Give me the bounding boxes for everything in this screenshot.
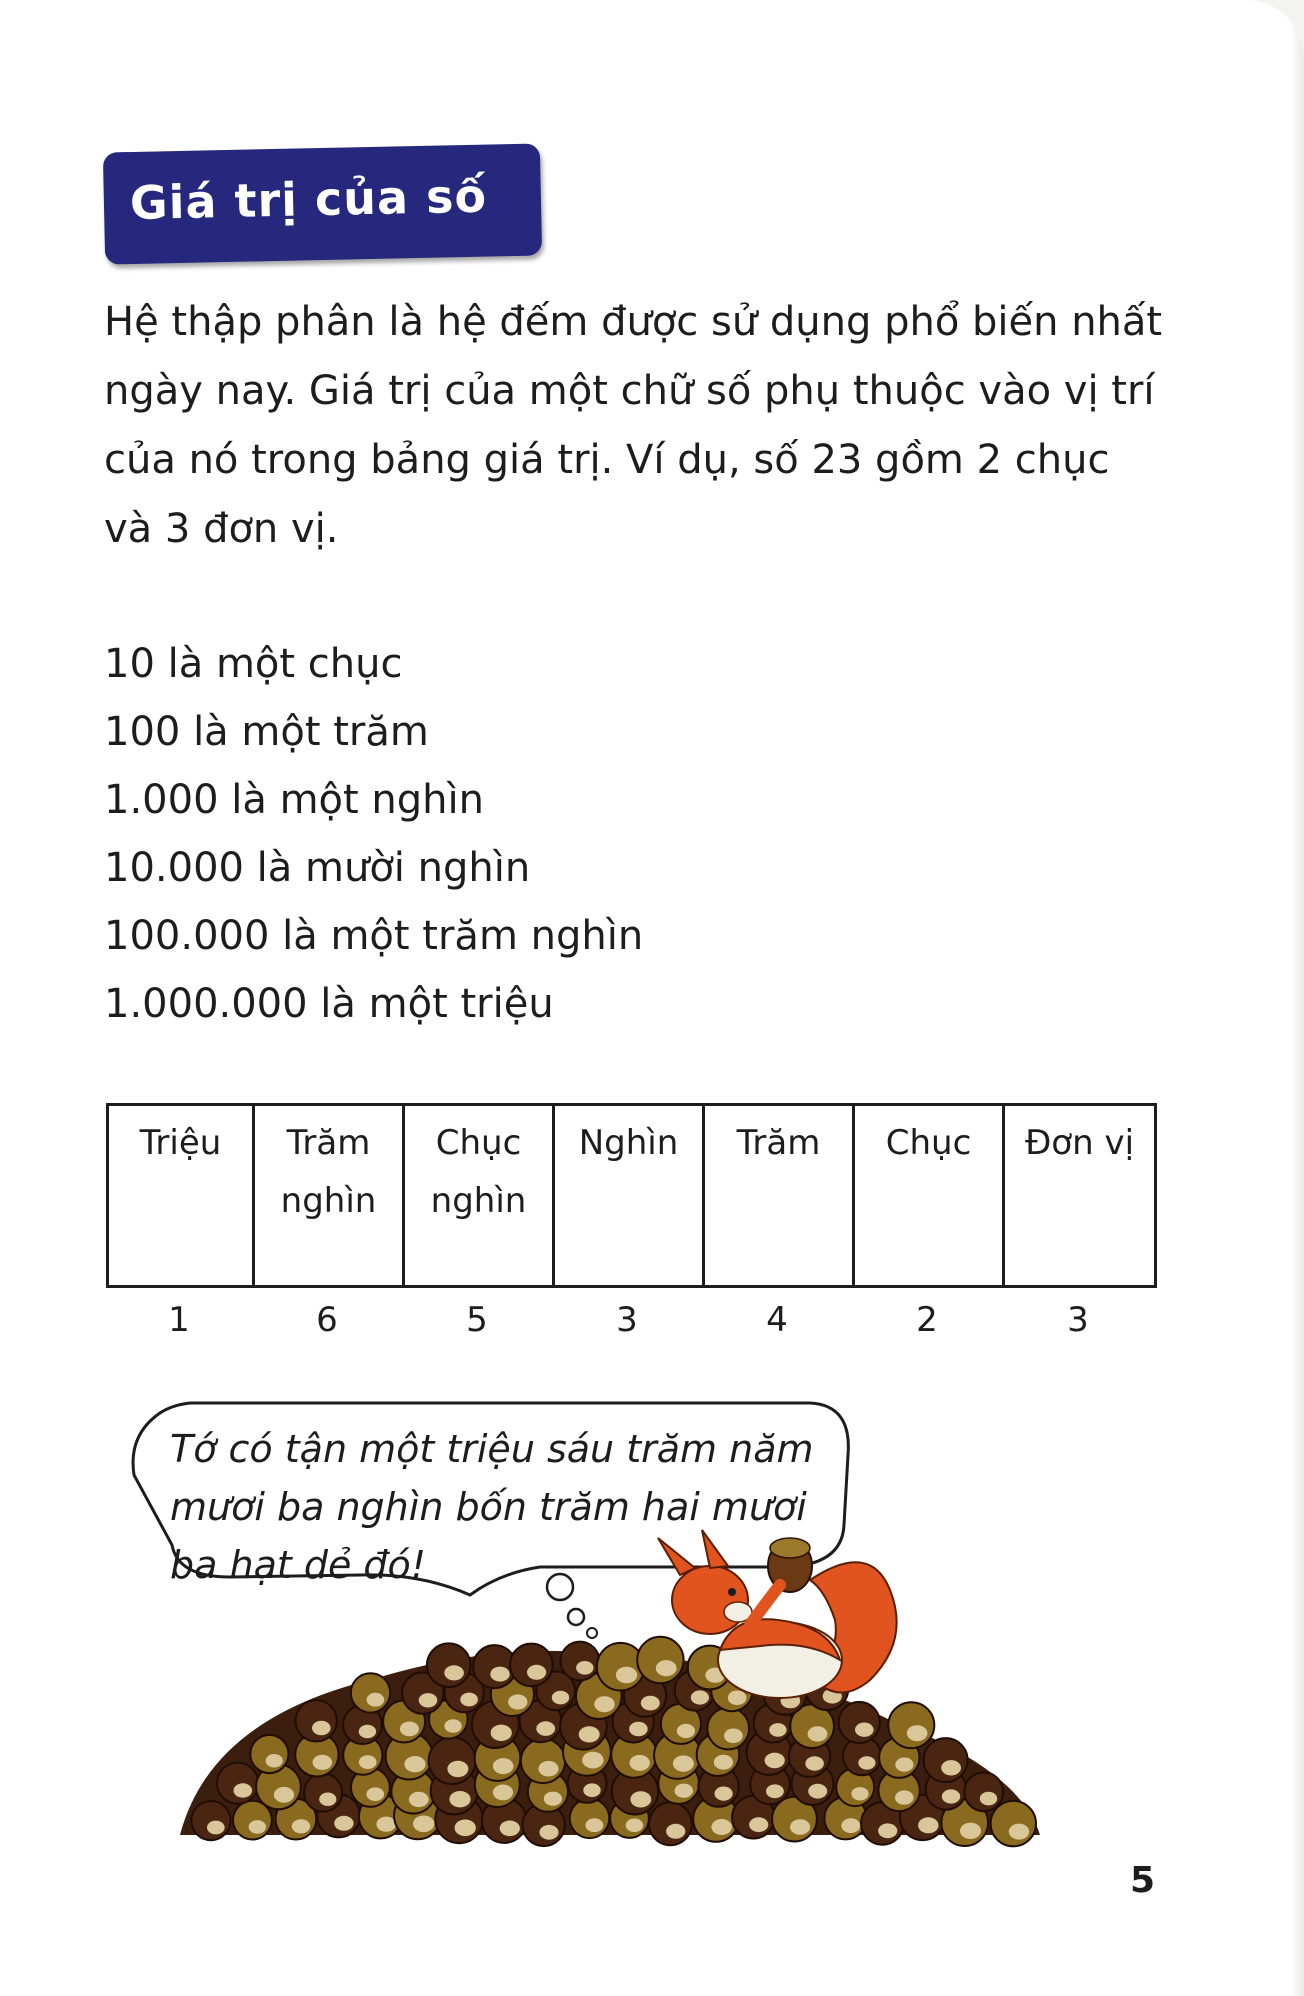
column-don-vi: Đơn vị: [1004, 1105, 1156, 1287]
hazelnut: [637, 1637, 683, 1683]
hazelnut: [250, 1735, 288, 1773]
hazelnut: [427, 1643, 471, 1687]
hazelnut-spot: [539, 1761, 559, 1777]
hazelnut-spot: [691, 1690, 709, 1704]
hazelnut: [351, 1673, 390, 1712]
digit: 5: [466, 1300, 488, 1340]
hazelnut-spot: [630, 1791, 651, 1807]
hazelnut-spot: [376, 1817, 396, 1832]
hazelnut-spot: [878, 1823, 897, 1838]
digit: 1: [168, 1300, 190, 1340]
intro-paragraph: Hệ thập phân là hệ đếm được sử dụng phổ biến nhất ngày nay. Giá trị của một chữ số phụ thuộc vào vị trí của nó trong bảng giá trị. Ví dụ, số 23 gồm 2 chục và 3 đơn vị.: [104, 299, 1163, 552]
hazelnut-spot: [500, 1821, 520, 1837]
hazelnut: [217, 1763, 258, 1804]
digit: 3: [1067, 1300, 1089, 1340]
hazelnut-spot: [249, 1820, 266, 1834]
hazelnut-spot: [444, 1719, 461, 1733]
hazelnut: [888, 1702, 934, 1748]
hazelnut-spot: [493, 1785, 513, 1801]
hazelnut-spot: [980, 1792, 997, 1806]
fact-line: 10.000 là mười nghìn: [104, 845, 531, 891]
hazelnut: [561, 1642, 600, 1681]
hazelnut-spot: [292, 1819, 310, 1833]
hazelnut-spot: [536, 1721, 555, 1736]
hazelnut: [429, 1737, 476, 1784]
hazelnut-spot: [491, 1725, 512, 1741]
hazelnut-spot: [313, 1755, 333, 1770]
hazelnut: [649, 1802, 692, 1845]
hazelnut-spot: [629, 1722, 648, 1737]
squirrel-ear: [702, 1530, 728, 1568]
fact-line: 1.000 là một nghìn: [104, 777, 484, 823]
page-number: 5: [1130, 1860, 1156, 1901]
hazelnut-spot: [666, 1824, 685, 1839]
hazelnut: [521, 1739, 565, 1783]
hazelnut-spot: [724, 1729, 743, 1744]
squirrel-on-nut-pile-illustration: [170, 1520, 1050, 1850]
hazelnut-spot: [444, 1665, 464, 1680]
hazelnut-spot: [367, 1787, 385, 1801]
hazelnut-spot: [544, 1792, 562, 1806]
squirrel-ear: [658, 1538, 695, 1575]
hazelnut-spot: [582, 1752, 603, 1769]
hazelnut: [191, 1801, 230, 1840]
column-tram-nghin: Trăm nghìn: [254, 1105, 404, 1287]
hazelnut-spot: [895, 1790, 914, 1804]
squirrel-head: [672, 1566, 748, 1634]
hazelnut-spot: [413, 1816, 434, 1833]
hazelnut-spot: [274, 1787, 294, 1803]
hazelnut-spot: [319, 1793, 336, 1806]
hazelnut-spot: [404, 1756, 425, 1772]
hazelnut-spot: [630, 1755, 650, 1771]
hazelnut-spot: [616, 1667, 637, 1684]
page-edge: [1290, 0, 1304, 1996]
hazelnut: [570, 1799, 610, 1839]
hazelnut-spot: [266, 1754, 283, 1767]
column-nghin: Nghìn: [554, 1105, 704, 1287]
hazelnut-spot: [234, 1783, 253, 1797]
digit: 3: [616, 1300, 638, 1340]
hazelnut-spot: [673, 1755, 694, 1771]
hazelnut-spot: [419, 1693, 438, 1707]
hazelnut-spot: [508, 1694, 527, 1709]
fact-line: 10 là một chục: [104, 641, 403, 687]
hazelnut-spot: [941, 1760, 961, 1775]
hazelnut: [991, 1801, 1036, 1846]
hazelnut-spot: [841, 1818, 860, 1833]
page-title: Giá trị của số: [129, 168, 488, 231]
column-trieu: Triệu: [108, 1105, 254, 1287]
held-hazelnut-cap: [770, 1538, 810, 1558]
hazelnut-spot: [728, 1691, 747, 1706]
hazelnut-spot: [490, 1667, 509, 1682]
hazelnut-spot: [808, 1726, 828, 1741]
hazelnut-spot: [594, 1696, 614, 1712]
fact-line: 100 là một trăm: [104, 709, 429, 755]
hazelnut-spot: [851, 1787, 868, 1800]
column-tram: Trăm: [704, 1105, 854, 1287]
digit: 4: [766, 1300, 788, 1340]
hazelnut-spot: [714, 1755, 733, 1770]
hazelnut-spot: [715, 1787, 733, 1801]
hazelnut-spot: [460, 1693, 478, 1707]
hazelnut-spot: [656, 1660, 677, 1676]
hazelnut-spot: [367, 1693, 385, 1707]
hazelnut: [924, 1738, 968, 1782]
fact-line: 1.000.000 là một triệu: [104, 981, 554, 1027]
hazelnut-spot: [918, 1817, 938, 1833]
hazelnut: [304, 1774, 342, 1812]
hazelnut-spot: [675, 1784, 693, 1798]
place-value-table: [106, 1103, 1157, 1288]
hazelnut-spot: [409, 1792, 429, 1807]
hazelnut-spot: [583, 1783, 600, 1797]
hazelnut-spot: [527, 1665, 546, 1680]
hazelnut: [964, 1772, 1003, 1811]
place-value-facts: [104, 630, 643, 1038]
hazelnut-spot: [960, 1823, 981, 1839]
hazelnut-spot: [359, 1725, 376, 1739]
hazelnut: [839, 1702, 880, 1743]
hazelnut-spot: [586, 1818, 604, 1832]
hazelnut: [707, 1708, 749, 1750]
hazelnut-spot: [907, 1725, 928, 1741]
squirrel-eye: [728, 1588, 736, 1596]
hazelnut-spot: [766, 1784, 784, 1798]
speech-text: Tớ có tận một triệu sáu trăm năm mươi ba nghìn bốn trăm hai mươi ba hạt dẻ đó!: [170, 1427, 814, 1587]
hazelnut-spot: [359, 1755, 377, 1769]
hazelnut-spot: [790, 1819, 810, 1835]
hazelnut-spot: [455, 1820, 476, 1837]
hazelnut-spot: [552, 1691, 569, 1705]
hazelnut-spot: [576, 1661, 593, 1675]
hazelnut-spot: [449, 1791, 470, 1807]
digit: 2: [916, 1300, 938, 1340]
hazelnut-spot: [312, 1721, 331, 1736]
hazelnut-spot: [447, 1761, 468, 1777]
digit-row: [106, 1290, 1154, 1350]
hazelnut-spot: [769, 1723, 786, 1737]
title-banner: [103, 143, 542, 264]
column-chuc-nghin: Chục nghìn: [404, 1105, 554, 1287]
hazelnut-spot: [942, 1789, 960, 1803]
hazelnut: [510, 1644, 553, 1687]
hazelnut-spot: [855, 1723, 874, 1737]
hazelnut-spot: [334, 1816, 353, 1831]
hazelnut-spot: [749, 1817, 768, 1832]
hazelnut-spot: [808, 1784, 827, 1799]
hazelnut-spot: [895, 1758, 913, 1772]
hazelnut-spot: [207, 1821, 225, 1835]
hazelnut-spot: [641, 1696, 660, 1711]
nut-pile: [180, 1637, 1040, 1847]
fact-line: 100.000 là một trăm nghìn: [104, 913, 644, 959]
hazelnut-spot: [579, 1726, 600, 1742]
hazelnut-spot: [858, 1756, 875, 1769]
hazelnut-spot: [1009, 1824, 1029, 1840]
hazelnut-spot: [493, 1758, 514, 1774]
hazelnut-spot: [626, 1819, 643, 1833]
hazelnut-spot: [677, 1724, 695, 1738]
digit: 6: [316, 1300, 338, 1340]
column-chuc: Chục: [854, 1105, 1004, 1287]
hazelnut-spot: [400, 1722, 419, 1737]
hazelnut-spot: [539, 1825, 558, 1840]
hazelnut: [296, 1700, 337, 1741]
hazelnut-spot: [805, 1756, 824, 1770]
hazelnut-spot: [711, 1819, 732, 1835]
hazelnut-spot: [765, 1753, 785, 1769]
